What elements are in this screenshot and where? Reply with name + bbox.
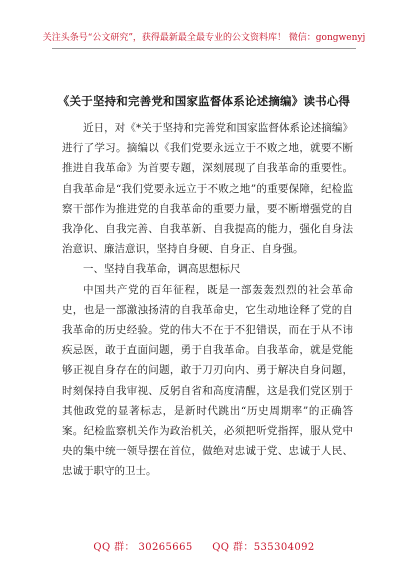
footer-contact	[0, 538, 408, 553]
footer-qq-group-2: QQ 群：535304092	[212, 542, 315, 553]
footer-qq-group-1: QQ 群： 30265665	[93, 542, 193, 553]
header-banner: 关注头条号“公文研究”，获得最新最全最专业的公文资料库！ 微信：gongwenyj	[42, 33, 366, 43]
document-body	[62, 118, 353, 482]
header-divider	[52, 48, 356, 49]
section-heading: 一、坚持自我革命，调高思想标尺	[83, 263, 241, 276]
intro-paragraph: 近日，对《*关于坚持和完善党和国家监督体系论述摘编》进行了学习。摘编以《我们党要永远立于不败之地，就要不断推进自我革命》为首要专题，深刻展现了自我革命的重要性。自我革命是“我们党要永远立于不败之地”的重要保障，纪检监察干部作为推进党的自我革命的重要力量，要不断增强党的自我净化、自我完善、自我革新、自我提高的能力，强化自身法治意识、廉洁意识，坚持自身硬、自身正、自身强。	[62, 122, 353, 256]
section-paragraph: 中国共产党的百年征程，既是一部轰轰烈烈的社会革命史，也是一部激浊扬清的自我革命史，它生动地诠释了党的自我革命的历史经验。党的伟大不在于不犯错误，而在于从不讳疾忌医，敢于直面问题，勇于自我革命。自我革命，就是党能够正视自身存在的问题，敢于刀刃向内、勇于解决自身问题，时刻保持自我审视、反躬自省和高度清醒，这是我们党区别于其他政党的显著标志，是新时代跳出“历史周期率”的正确答案。纪检监察机关作为政治机关，必须把听党指挥，服从党中央的集中统一领导摆在首位，做绝对忠诚于党、忠诚于人民、忠诚于职守的卫士。	[62, 283, 353, 478]
document-title: 《关于坚持和完善党和国家监督体系论述摘编》读书心得	[57, 94, 351, 108]
